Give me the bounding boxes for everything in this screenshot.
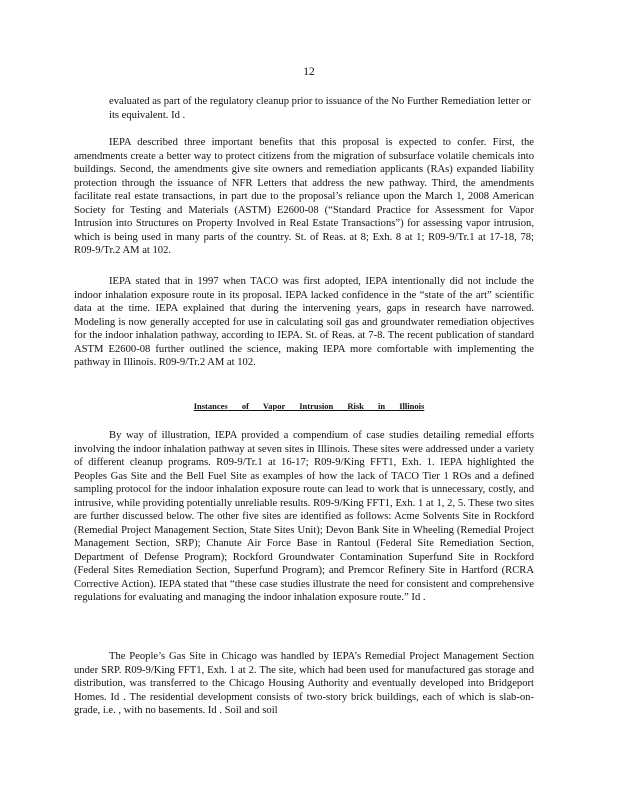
page-number: 12 xyxy=(303,66,315,78)
paragraph-case-studies: By way of illustration, IEPA provided a compendium of case studies detailing remedial efforts involving the indoor inhalation pathway at seven sites in Illinois. These sites were addressed under a variety of different cleanup programs. R09-9/Tr.1 at 16-17; R09-9/King FFT1, Exh. 1. IEPA highlighted the Peoples Gas Site and the Bell Fuel Site as examples of how the lack of TACO Tier 1 ROs and a defined sampling protocol for the indoor inhalation exposure route can lead to work that is unnecessary, costly, and intrusive, while providing potentially unreliable results. R09-9/King FFT1, Exh. 1 at 1, 2, 5. These two sites are further discussed below. The other five sites are identified as follows: Acme Solvents Site in Rockford (Remedial Project Management Section, State Sites Unit); Devon Bank Site in Wheeling (Remedial Project Management Section, SRP); Chanute Air Force Base in Rantoul (Federal Site Remediation Section, Department of Defense Program); Rockford Groundwater Contamination Superfund Site in Rockford (Federal Sites Remediation Section, Superfund Program); and Premcor Refinery Site in Hartford (RCRA Corrective Action). IEPA stated that “these case studies illustrate the need for consistent and comprehensive regulations for evaluating and managing the indoor inhalation exposure route.” Id . xyxy=(74,430,534,603)
paragraph-taco-history: IEPA stated that in 1997 when TACO was first adopted, IEPA intentionally did not include the indoor inhalation exposure route in its proposal. IEPA lacked confidence in the “state of the art” scientific data at the time. IEPA explained that during the intervening years, gaps in research have narrowed. Modeling is now generally accepted for use in calculating soil gas and groundwater remediation objectives for the indoor inhalation pathway, according to IEPA. St. of Reas. at 7-8. The recent publication of standard ASTM E2600-08 further outlined the science, making IEPA more comfortable with implementing the pathway in Illinois. R09-9/Tr.2 AM at 102. xyxy=(74,276,534,368)
paragraph-peoples-gas: The People’s Gas Site in Chicago was handled by IEPA’s Remedial Project Management Section under SRP. R09-9/King FFT1, Exh. 1 at 2. The site, which had been used for manufactured gas storage and distribution, was transferred to the Chicago Housing Authority and eventually developed into Bridgeport Homes. Id . The residential development consists of two-story brick buildings, each of which is slab-on-grade, i.e. , with no basements. Id . Soil and soil xyxy=(74,651,534,716)
paragraph-benefits: IEPA described three important benefits that this proposal is expected to confer. First, the amendments create a better way to protect citizens from the migration of subsurface volatile chemicals into buildings. Second, the amendments give site owners and remediation applicants (RAs) expanded liability protection through the issuance of NFR Letters that address the new pathway. Third, the amendments facilitate real estate transactions, in part due to the proposal’s reliance upon the March 1, 2008 American Society for Testing and Materials (ASTM) E2600-08 (“Standard Practice for Assessment for Vapor Intrusion into Structures on Property Involved in Real Estate Transactions”) for assessing vapor intrusion, which is being used in many parts of the country. St. of Reas. at 8; Exh. 8 at 1; R09-9/Tr.1 at 17-18, 78; R09-9/Tr.2 AM at 102. xyxy=(74,137,534,256)
section-heading: Instances of Vapor Intrusion Risk in Illinois xyxy=(193,401,425,411)
paragraph-continuation: evaluated as part of the regulatory cleanup prior to issuance of the No Further Remediation letter or its equivalent. Id . xyxy=(109,96,531,121)
